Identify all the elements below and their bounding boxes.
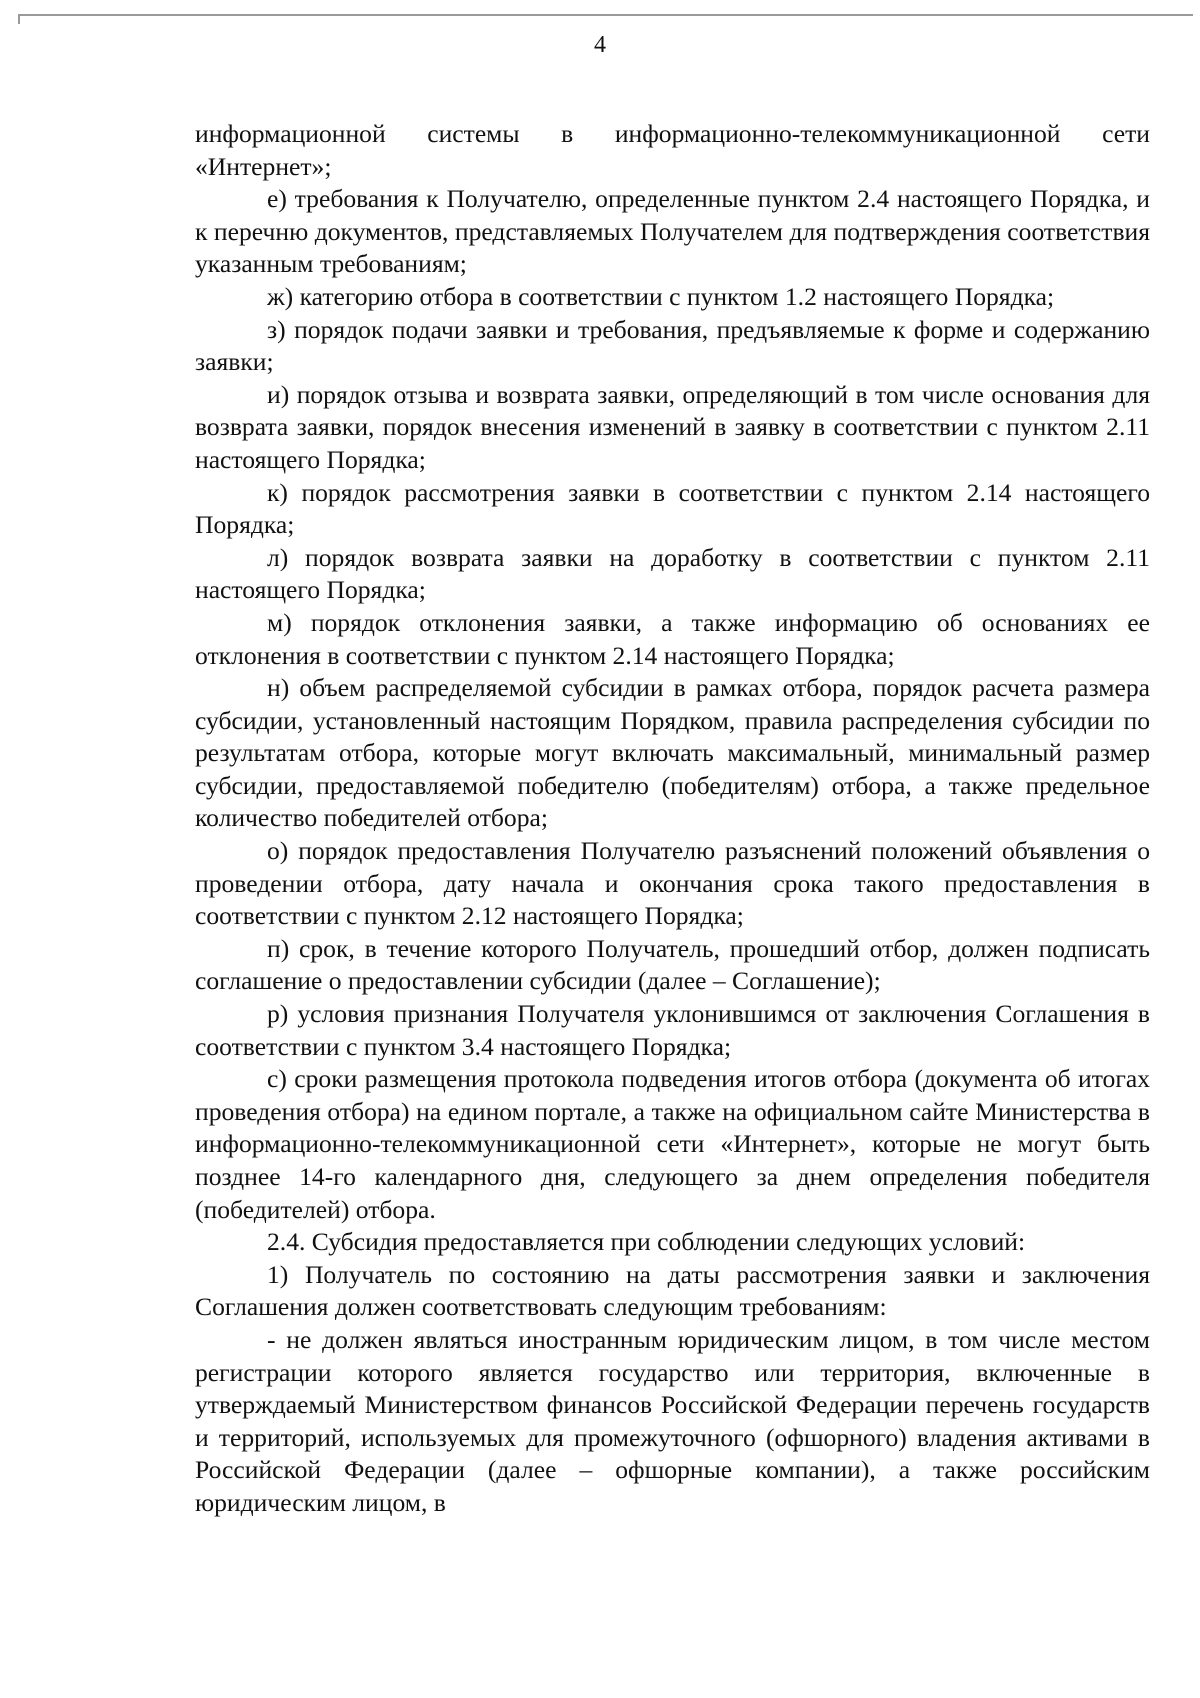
paragraph: л) порядок возврата заявки на доработку в соответствии с пунктом 2.11 настоящего Порядка;	[195, 542, 1150, 605]
paragraph: - не должен являться иностранным юридическим лицом, в том числе местом регистрации которого является государство или территория, включенные в утверждаемый Министерством финансов Российской Федерации перечень государств и территорий, используемых для промежуточного (офшорного) владения активами в Российской Федерации (далее – офшорные компании), а также российским юридическим лицом, в	[195, 1324, 1150, 1517]
paragraph: з) порядок подачи заявки и требования, предъявляемые к форме и содержанию заявки;	[195, 314, 1150, 377]
paragraph: к) порядок рассмотрения заявки в соответствии с пунктом 2.14 настоящего Порядка;	[195, 477, 1150, 540]
scan-left-edge	[18, 14, 20, 24]
paragraph: р) условия признания Получателя уклонившимся от заключения Соглашения в соответствии с пунктом 3.4 настоящего Порядка;	[195, 999, 1150, 1061]
paragraph: 1) Получатель по состоянию на даты рассмотрения заявки и заключения Соглашения должен соответствовать следующим требованиям:	[195, 1259, 1150, 1322]
page-number: 4	[594, 32, 606, 58]
paragraph: н) объем распределяемой субсидии в рамках отбора, порядок расчета размера субсидии, установленный настоящим Порядком, правила распределения субсидии по результатам отбора, которые могут включать максимальный, минимальный размер субсидии, предоставляемой победителю (победителям) отбора, а также предельное количество победителей отбора;	[195, 673, 1150, 833]
paragraph: 2.4. Субсидия предоставляется при соблюдении следующих условий:	[267, 1227, 1026, 1257]
scan-top-edge	[18, 14, 1193, 16]
paragraph: ж) категорию отбора в соответствии с пунктом 1.2 настоящего Порядка;	[267, 281, 1055, 311]
paragraph: с) сроки размещения протокола подведения итогов отбора (документа об итогах проведения отбора) на едином портале, а также на официальном сайте Министерства в информационно-телекоммуникационной сети «Интернет», которые не могут быть позднее 14-го календарного дня, следующего за днем определения победителя (победителей) отбора.	[195, 1064, 1150, 1224]
paragraph: п) срок, в течение которого Получатель, прошедший отбор, должен подписать соглашение о предоставлении субсидии (далее – Соглашение);	[195, 933, 1150, 996]
paragraph: м) порядок отклонения заявки, а также информацию об основаниях ее отклонения в соответствии с пунктом 2.14 настоящего Порядка;	[195, 607, 1150, 670]
document-body	[195, 118, 1150, 1520]
paragraph: информационной системы в информационно-телекоммуникационной сети «Интернет»;	[195, 119, 1150, 181]
paragraph: е) требования к Получателю, определенные пунктом 2.4 настоящего Порядка, и к перечню документов, представляемых Получателем для подтверждения соответствия указанным требованиям;	[195, 184, 1150, 279]
paragraph: и) порядок отзыва и возврата заявки, определяющий в том числе основания для возврата заявки, порядок внесения изменений в заявку в соответствии с пунктом 2.11 настоящего Порядка;	[195, 379, 1150, 474]
paragraph: о) порядок предоставления Получателю разъяснений положений объявления о проведении отбора, дату начала и окончания срока такого предоставления в соответствии с пунктом 2.12 настоящего Порядка;	[195, 836, 1150, 931]
